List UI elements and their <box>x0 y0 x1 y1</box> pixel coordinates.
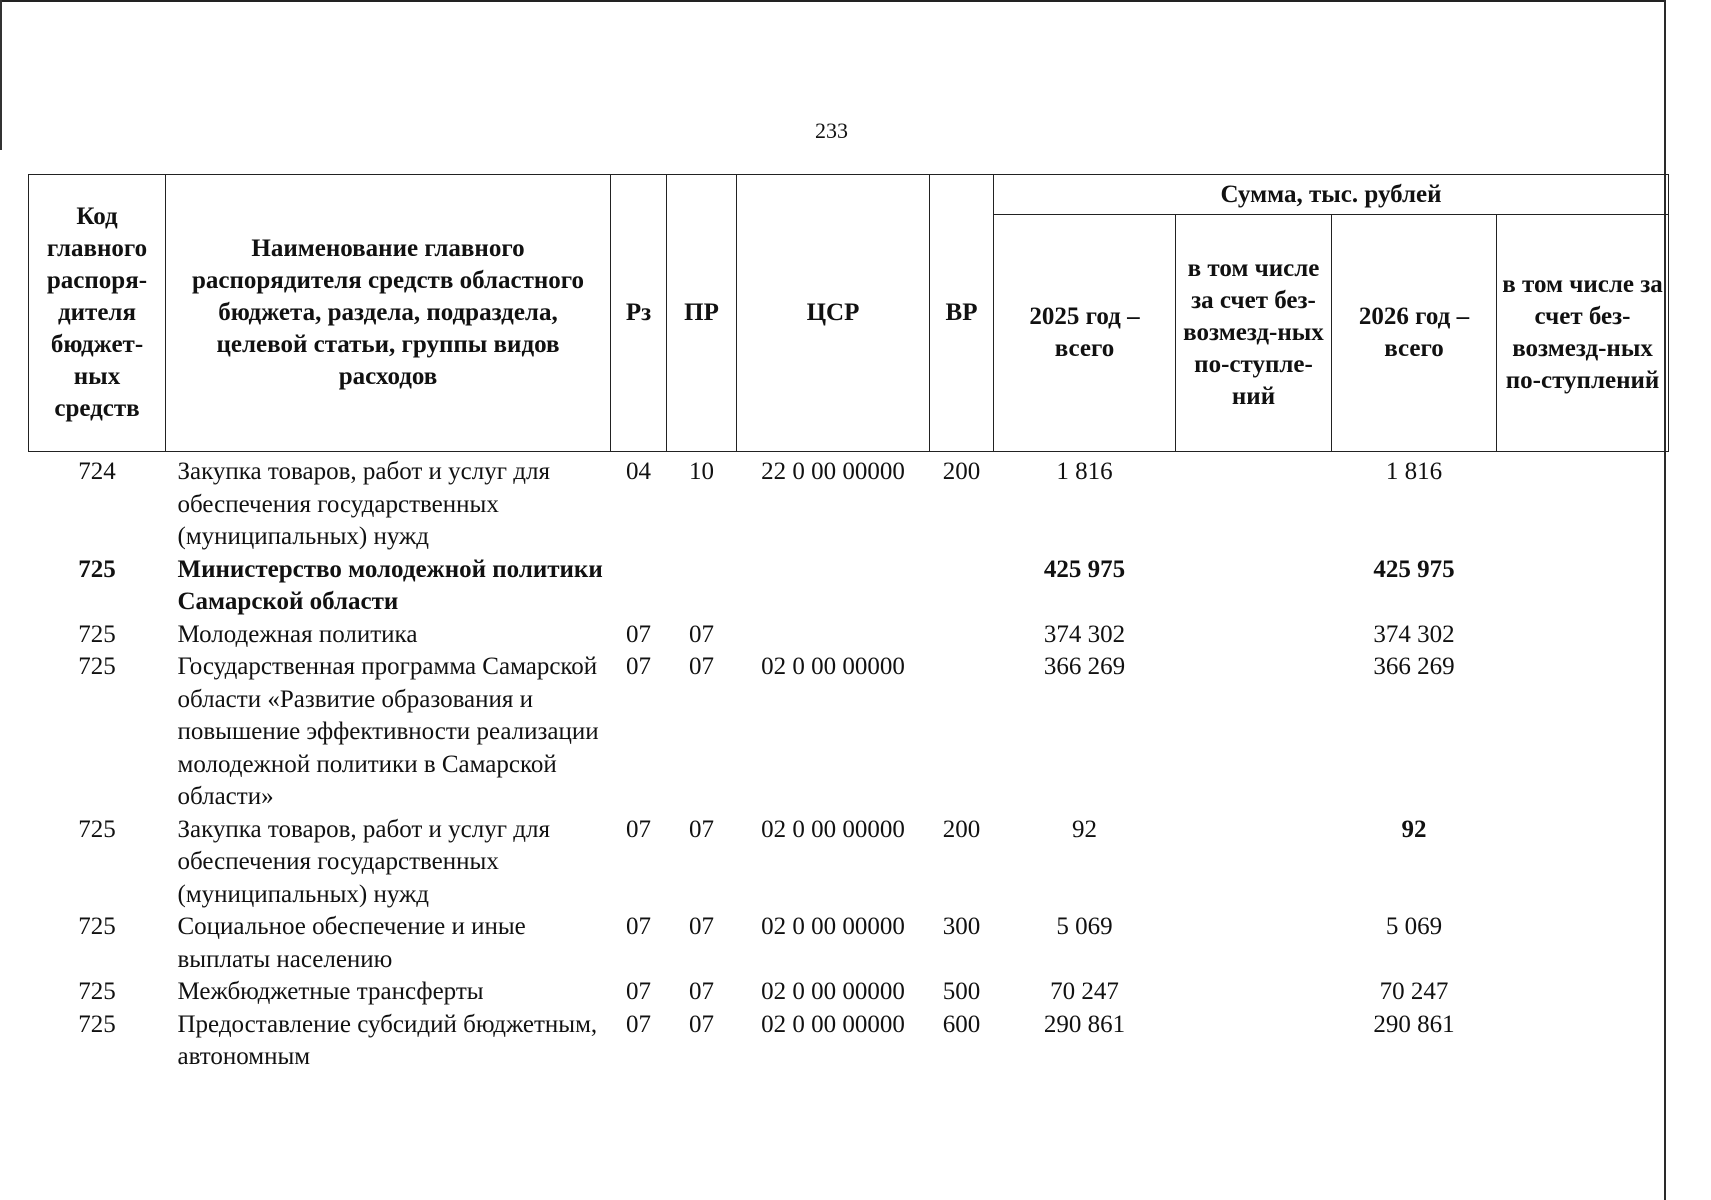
cell-vr: 500 <box>942 978 981 1005</box>
header-code: Код главного распоря-дителя бюджет-ных средств <box>29 175 166 452</box>
cell-2026-total: 290 861 <box>1373 1010 1455 1038</box>
cell-2025-total: 425 975 <box>1043 555 1126 583</box>
cell-vr: 200 <box>942 815 981 843</box>
cell-csr: 02 0 00 00000 <box>761 978 905 1005</box>
cell-csr: 02 0 00 00000 <box>761 913 905 940</box>
cell-rz: 07 <box>626 1010 651 1038</box>
cell-code: 725 <box>78 555 116 583</box>
cell-code: 725 <box>78 1010 116 1038</box>
cell-2025-total: 92 <box>1072 815 1097 843</box>
cell-2025-free <box>1176 452 1332 554</box>
cell-rz <box>611 554 667 619</box>
table-row <box>29 554 1669 619</box>
cell-name: Закупка товаров, работ и услуг для обеспечения государственных (муниципальных) нужд <box>177 815 550 908</box>
cell-2026-free <box>1497 651 1669 814</box>
cell-pr: 10 <box>689 458 714 485</box>
table-row <box>29 452 1669 554</box>
cell-vr <box>930 554 994 619</box>
table-row <box>29 651 1669 814</box>
cell-code: 724 <box>78 458 116 485</box>
cell-2025-free <box>1176 651 1332 814</box>
cell-2026-total: 70 247 <box>1379 978 1449 1005</box>
cell-code: 725 <box>78 978 116 1005</box>
cell-csr: 02 0 00 00000 <box>761 815 905 843</box>
header-2025-free: в том числе за счет без-возмезд-ных по-ступле-ний <box>1176 215 1332 452</box>
cell-2026-total: 1 816 <box>1385 458 1443 485</box>
cell-code: 725 <box>78 653 116 680</box>
cell-code: 725 <box>78 815 116 843</box>
cell-pr: 07 <box>689 1010 714 1038</box>
header-rz: Рз <box>611 175 667 452</box>
table-row <box>29 1009 1669 1074</box>
cell-code: 725 <box>78 620 116 648</box>
cell-name: Предоставление субсидий бюджетным, автономным <box>177 1010 598 1070</box>
table-row <box>29 976 1669 1009</box>
cell-vr: 300 <box>942 913 981 940</box>
cell-2026-free <box>1497 911 1669 976</box>
cell-2025-total: 1 816 <box>1056 458 1113 485</box>
cell-pr: 07 <box>689 978 714 1005</box>
cell-2026-free <box>1497 554 1669 619</box>
header-csr: ЦСР <box>737 175 930 452</box>
cell-pr: 07 <box>689 913 714 940</box>
cell-2026-free <box>1497 976 1669 1009</box>
cell-vr <box>930 619 994 652</box>
cell-rz: 07 <box>626 978 651 1005</box>
cell-2026-total: 374 302 <box>1373 620 1455 648</box>
cell-2025-free <box>1176 1009 1332 1074</box>
cell-csr: 22 0 00 00000 <box>761 458 905 485</box>
cell-vr <box>930 651 994 814</box>
cell-2026-free <box>1497 619 1669 652</box>
cell-code: 725 <box>78 913 116 940</box>
cell-pr: 07 <box>689 620 714 648</box>
budget-table <box>28 174 1669 1074</box>
table-row <box>29 619 1669 652</box>
header-sum-group: Сумма, тыс. рублей <box>994 175 1669 215</box>
cell-rz: 07 <box>626 620 651 648</box>
cell-csr <box>737 554 930 619</box>
cell-vr: 600 <box>942 1010 981 1038</box>
table-row <box>29 814 1669 912</box>
cell-csr: 02 0 00 00000 <box>761 653 905 680</box>
page-number: 233 <box>815 118 848 143</box>
cell-name: Молодежная политика <box>177 620 418 648</box>
cell-vr: 200 <box>942 458 981 485</box>
cell-2026-total: 92 <box>1401 815 1427 843</box>
header-name: Наименование главного распорядителя средств областного бюджета, раздела, подраздела, целевой статьи, группы видов расходов <box>166 175 611 452</box>
cell-2025-free <box>1176 554 1332 619</box>
cell-rz: 07 <box>626 913 651 940</box>
cell-2025-total: 374 302 <box>1043 620 1126 648</box>
header-2026-free: в том числе за счет без-возмезд-ных по-ступлений <box>1497 215 1669 452</box>
cell-2025-free <box>1176 976 1332 1009</box>
cell-2026-free <box>1497 814 1669 912</box>
cell-2026-free <box>1497 1009 1669 1074</box>
cell-rz: 04 <box>626 458 651 485</box>
cell-2025-total: 366 269 <box>1043 653 1126 680</box>
table-row <box>29 911 1669 976</box>
cell-pr <box>667 554 737 619</box>
cell-name: Закупка товаров, работ и услуг для обеспечения государственных (муниципальных) нужд <box>177 458 550 550</box>
scan-top-border <box>0 0 1665 2</box>
cell-2026-total: 425 975 <box>1373 555 1455 583</box>
cell-2025-total: 290 861 <box>1043 1010 1126 1038</box>
cell-2025-free <box>1176 814 1332 912</box>
cell-2026-free <box>1497 452 1669 554</box>
header-pr: ПР <box>667 175 737 452</box>
cell-2025-total: 5 069 <box>1056 913 1113 940</box>
header-vr: ВР <box>930 175 994 452</box>
cell-2025-free <box>1176 911 1332 976</box>
cell-2025-free <box>1176 619 1332 652</box>
cell-2025-total: 70 247 <box>1050 978 1119 1005</box>
cell-csr: 02 0 00 00000 <box>761 1010 905 1038</box>
cell-name: Межбюджетные трансферты <box>177 978 484 1005</box>
scan-left-border <box>0 0 2 150</box>
cell-rz: 07 <box>626 653 651 680</box>
table-header <box>29 175 1669 452</box>
cell-rz: 07 <box>626 815 651 843</box>
cell-pr: 07 <box>689 653 714 680</box>
cell-name: Социальное обеспечение и иные выплаты населению <box>177 913 526 973</box>
header-2026-total: 2026 год – всего <box>1332 215 1497 452</box>
header-2025-total: 2025 год – всего <box>994 215 1176 452</box>
cell-pr: 07 <box>689 815 714 843</box>
cell-name: Министерство молодежной политики Самарской области <box>177 555 603 615</box>
cell-2026-total: 5 069 <box>1385 913 1443 940</box>
table-body <box>29 452 1669 1074</box>
cell-name: Государственная программа Самарской области «Развитие образования и повышение эффективности реализации молодежной политики в Самарской области» <box>177 653 599 810</box>
cell-2026-total: 366 269 <box>1373 653 1455 680</box>
cell-csr <box>737 619 930 652</box>
